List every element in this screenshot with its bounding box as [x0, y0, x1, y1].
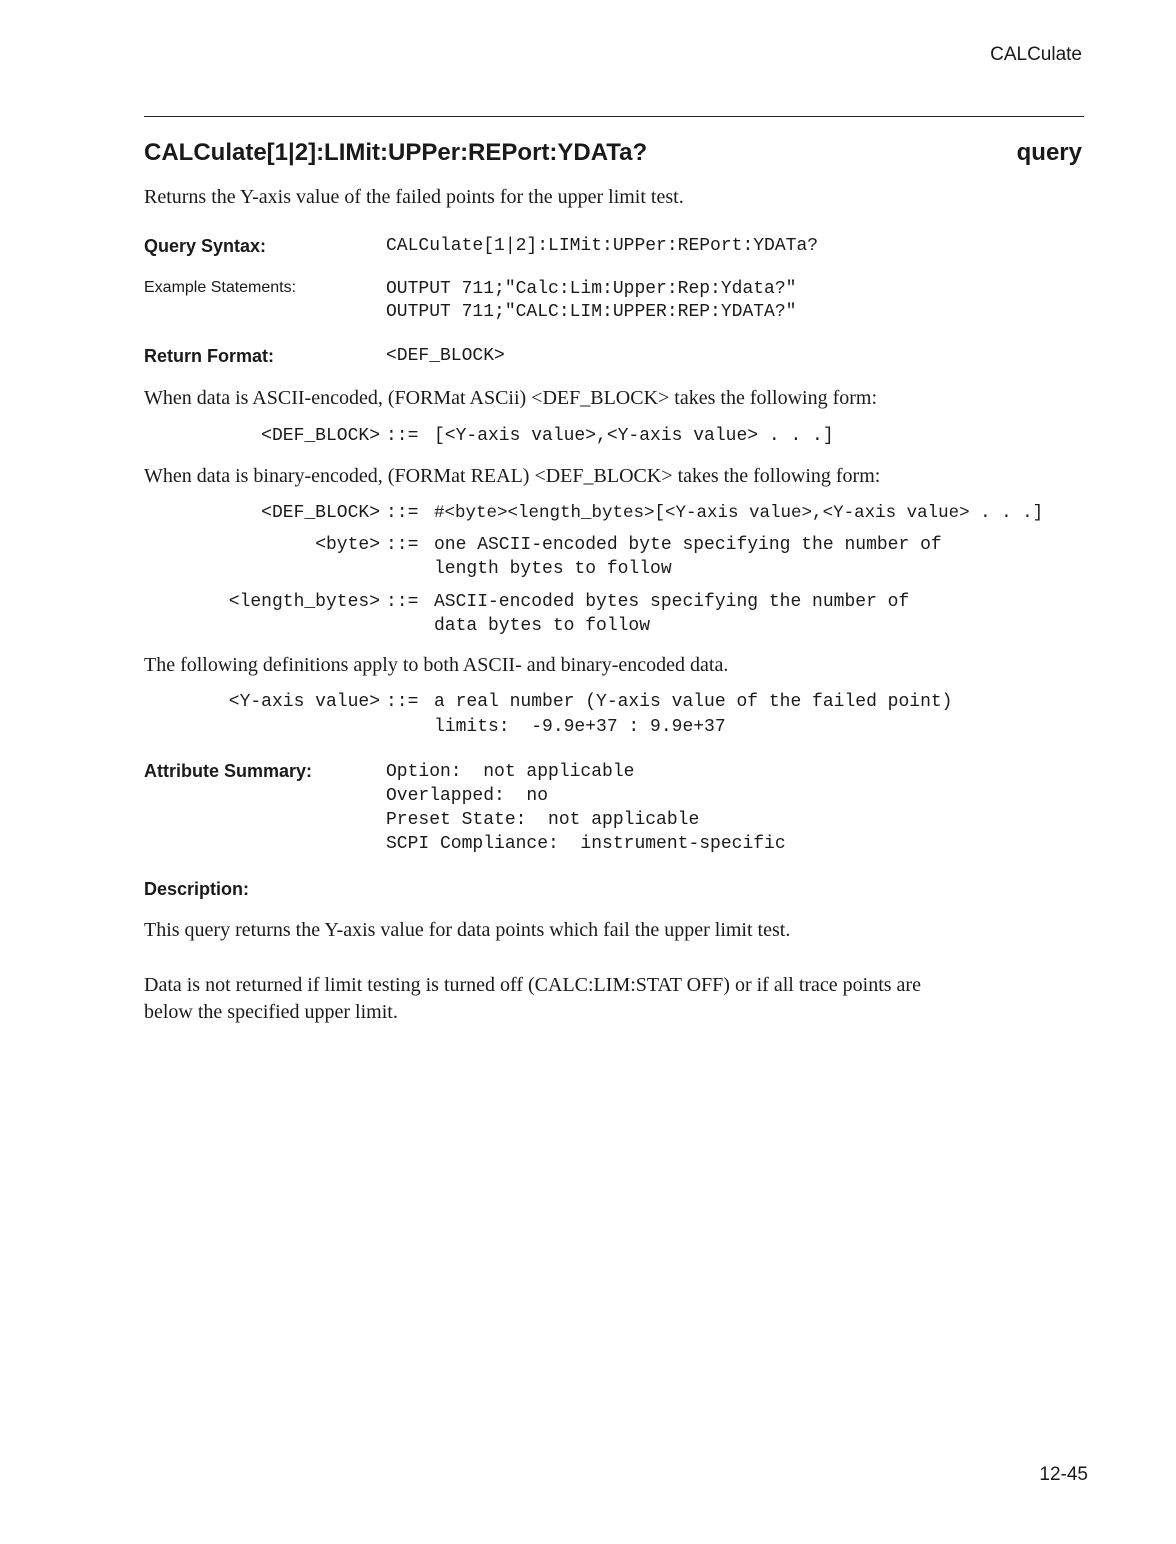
attribute-overlapped: Overlapped: no	[386, 786, 549, 806]
example-statements-label: Example Statements:	[144, 279, 297, 296]
ascii-definition: [<Y-axis value>,<Y-axis value> . . .]	[434, 426, 834, 446]
attribute-summary-label: Attribute Summary:	[144, 761, 313, 781]
binary-term-def-block: <DEF_BLOCK>	[261, 503, 380, 523]
attribute-preset-state: Preset State: not applicable	[386, 810, 700, 830]
header-rule	[144, 116, 1084, 117]
binary-definition-byte-line-1: one ASCII-encoded byte specifying the number of	[434, 535, 942, 555]
binary-operator-2: ::=	[386, 535, 419, 555]
query-syntax-value: CALCulate[1|2]:LIMit:UPPer:REPort:YDATa?	[386, 236, 819, 256]
command-type: query	[1016, 139, 1082, 166]
query-syntax-label: Query Syntax:	[144, 236, 267, 256]
example-statement-2: OUTPUT 711;"CALC:LIM:UPPER:REP:YDATA?"	[386, 302, 797, 322]
description-label: Description:	[144, 879, 250, 899]
intro-text: Returns the Y-axis value of the failed points for the upper limit test.	[144, 186, 684, 208]
ascii-operator: ::=	[386, 426, 419, 446]
ascii-intro: When data is ASCII-encoded, (FORMat ASCii) <DEF_BLOCK> takes the following form:	[144, 387, 878, 409]
binary-operator-1: ::=	[386, 503, 419, 523]
ascii-term: <DEF_BLOCK>	[261, 426, 380, 446]
description-paragraph-1: This query returns the Y-axis value for data points which fail the upper limit test.	[144, 919, 791, 941]
binary-operator-3: ::=	[386, 592, 419, 612]
running-head: CALCulate	[990, 44, 1082, 65]
binary-definition-def-block: #<byte><length_bytes>[<Y-axis value>,<Y-axis value> . . .]	[434, 503, 1044, 523]
page-number: 12-45	[1039, 1464, 1088, 1485]
definition-line-2: limits: -9.9e+37 : 9.9e+37	[434, 717, 726, 737]
definition-operator: ::=	[386, 692, 419, 712]
description-paragraph-2-line-2: below the specified upper limit.	[144, 1001, 398, 1023]
definition-term-y-axis: <Y-axis value>	[228, 692, 380, 712]
return-format-label: Return Format:	[144, 346, 274, 366]
binary-definition-length-line-2: data bytes to follow	[434, 616, 651, 636]
binary-term-byte: <byte>	[315, 535, 380, 555]
binary-definition-length-line-1: ASCII-encoded bytes specifying the number of	[434, 592, 910, 612]
binary-definition-byte-line-2: length bytes to follow	[434, 559, 672, 579]
description-paragraph-2-line-1: Data is not returned if limit testing is turned off (CALC:LIM:STAT OFF) or if all trace points are	[144, 974, 921, 996]
binary-intro: When data is binary-encoded, (FORMat REAL) <DEF_BLOCK> takes the following form:	[144, 465, 881, 487]
definitions-intro: The following definitions apply to both ASCII- and binary-encoded data.	[144, 654, 729, 676]
command-title: CALCulate[1|2]:LIMit:UPPer:REPort:YDATa?	[144, 139, 648, 166]
example-statement-1: OUTPUT 711;"Calc:Lim:Upper:Rep:Ydata?"	[386, 279, 797, 299]
attribute-option: Option: not applicable	[386, 762, 635, 782]
attribute-scpi-compliance: SCPI Compliance: instrument-specific	[386, 834, 786, 854]
binary-term-length-bytes: <length_bytes>	[228, 592, 380, 612]
return-format-value: <DEF_BLOCK>	[386, 346, 505, 366]
definition-line-1: a real number (Y-axis value of the failed point)	[434, 692, 953, 712]
